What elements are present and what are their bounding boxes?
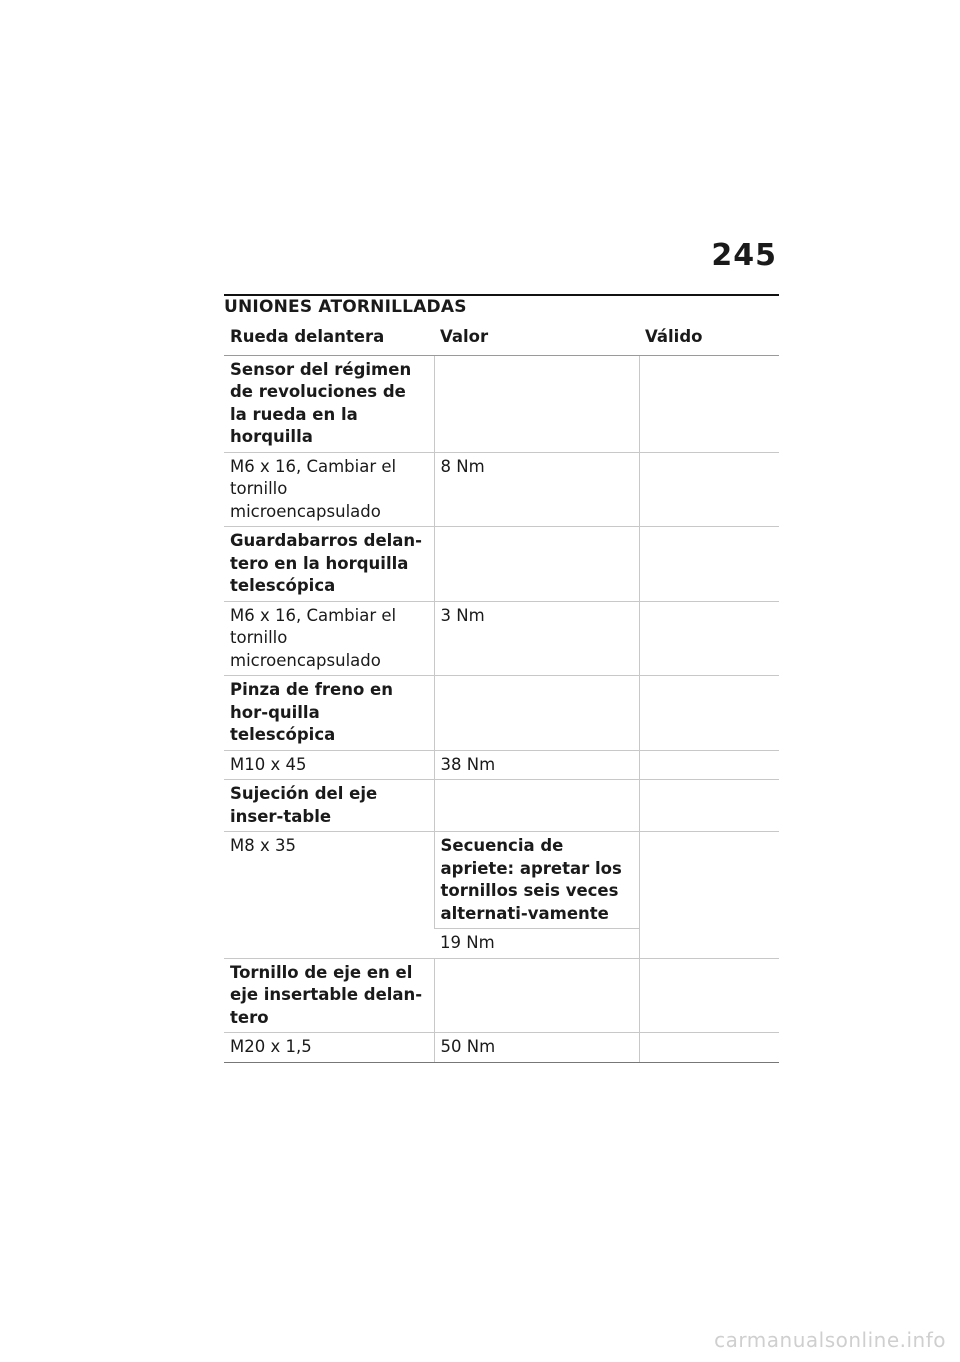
item-sequence: Secuencia de apriete: apretar los tornillos seis veces alternati-vamente — [434, 832, 639, 929]
table-row — [224, 527, 779, 602]
item-name: Guardabarros delan-tero en la horquilla telescópica — [224, 527, 434, 602]
table-row — [224, 750, 779, 780]
table-header-row — [224, 322, 779, 355]
section-rule — [224, 294, 779, 296]
table-row — [224, 780, 779, 832]
table-row — [224, 958, 779, 1033]
page-number: 245 — [711, 238, 777, 273]
header-valido: Válido — [639, 322, 779, 355]
item-name: Tornillo de eje en el eje insertable delan-tero — [224, 958, 434, 1033]
header-rueda-delantera: Rueda delantera — [224, 322, 434, 355]
item-value: 19 Nm — [434, 929, 639, 959]
item-name: Pinza de freno en hor-quilla telescópica — [224, 676, 434, 751]
table-row — [224, 601, 779, 676]
table-row — [224, 452, 779, 527]
item-spec: M10 x 45 — [224, 750, 434, 780]
table-row — [224, 832, 779, 929]
item-value: 8 Nm — [434, 452, 639, 527]
item-valid — [639, 832, 779, 959]
item-valid — [639, 750, 779, 780]
item-name: Sujeción del eje inser-table — [224, 780, 434, 832]
item-spec: M20 x 1,5 — [224, 1033, 434, 1063]
table-row — [224, 1033, 779, 1063]
item-valid — [639, 452, 779, 527]
item-valid — [639, 601, 779, 676]
item-value: 3 Nm — [434, 601, 639, 676]
item-value: 50 Nm — [434, 1033, 639, 1063]
item-valid — [639, 1033, 779, 1063]
header-valor: Valor — [434, 322, 639, 355]
item-name: Sensor del régimen de revoluciones de la rueda en la horquilla — [224, 355, 434, 452]
torque-spec-table — [224, 322, 779, 1063]
section-title: UNIONES ATORNILLADAS — [224, 297, 467, 317]
item-spec: M6 x 16, Cambiar el tornillo microencapsulado — [224, 452, 434, 527]
watermark: carmanualsonline.info — [714, 1328, 946, 1352]
item-spec: M8 x 35 — [224, 832, 434, 959]
item-value: 38 Nm — [434, 750, 639, 780]
item-spec: M6 x 16, Cambiar el tornillo microencapsulado — [224, 601, 434, 676]
table-row — [224, 676, 779, 751]
table-row — [224, 355, 779, 452]
